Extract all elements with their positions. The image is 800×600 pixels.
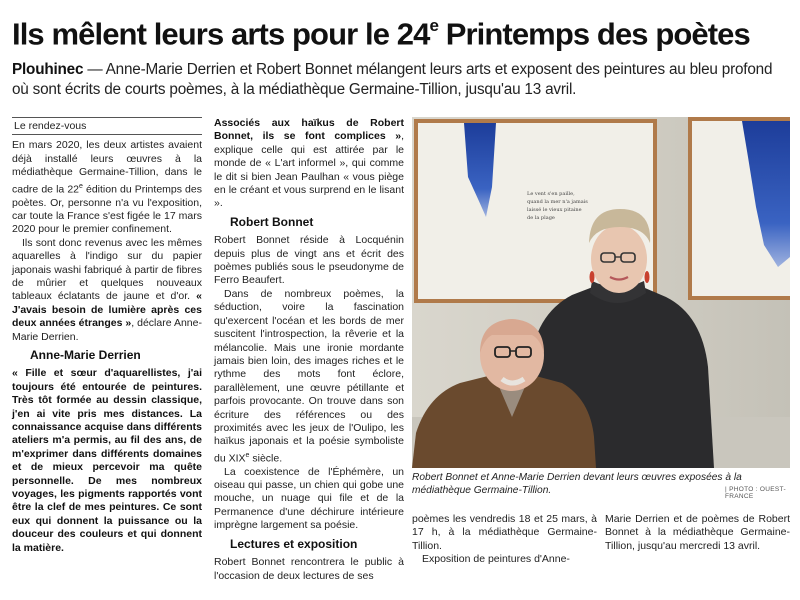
col3-paragraph-2: Exposition de peintures d'Anne- xyxy=(422,553,570,566)
photo-caption: Robert Bonnet et Anne-Marie Derrien devant leurs œuvres exposées à la médiathèque Germaine-Tillion. xyxy=(412,472,742,496)
article-column-3 xyxy=(412,513,597,567)
col1-p1-sup: e xyxy=(79,182,83,190)
col2-paragraph-2: Robert Bonnet réside à Locquénin depuis plus de vingt ans et écrit des poèmes publiés sous le pseudonyme de Ferro Beaufert. xyxy=(214,234,404,287)
photo-illustration xyxy=(412,117,790,468)
col2-p3-text: Dans de nombreux poèmes, la séduction, voire la fascination qu'exercent l'océan et les bords de mer suscitent l'introspection, la rêverie et la mélancolie. Mais une ironie mordante jamais bien loin, des images riches et le rythme des mots font éclore, parallèlement, une œuvre pétillante et parfois provocante. On trouve dans son écriture des références ou des proximités avec les jeux de l'Oulipo, les haïkus japonais et la poésie symboliste du XIX xyxy=(214,287,404,465)
headline xyxy=(12,8,792,54)
subhead-robert-bonnet: Robert Bonnet xyxy=(230,214,314,229)
col2-p3-sup: e xyxy=(245,451,250,459)
lead-paragraph xyxy=(12,60,792,100)
col1-p2-text-b: , déclare Anne-Marie Derrien. xyxy=(12,317,202,343)
lead-text: Anne-Marie Derrien et Robert Bonnet mélangent leurs arts et exposent des peintures au bleu profond où sont écrits de courts poèmes, à la médiathèque Germaine-Tillion, jusqu'au 13 avril. xyxy=(12,61,773,98)
article-photo xyxy=(412,117,790,468)
artwork-frame-right xyxy=(688,117,790,300)
headline-rest: Printemps des poètes xyxy=(438,16,750,52)
col3-paragraph-1: poèmes les vendredis 18 et 25 mars, à 17 h, à la médiathèque Germaine-Tillion. xyxy=(412,513,597,552)
svg-text:quand la mer n'a jamais: quand la mer n'a jamais xyxy=(527,199,588,205)
col2-paragraph-5: Robert Bonnet rencontrera le public à l'occasion de deux lectures de ses xyxy=(214,556,404,582)
col1-p1-text-b: édition du Printemps des poètes. Or, personne n'a vu l'exposition, car toute la France s'est figée le 17 mars 2020 pour le premier confinement. xyxy=(12,183,202,236)
col4-paragraph-1: Marie Derrien et de poèmes de Robert Bonnet à la médiathèque Germaine-Tillion, jusqu'au mercredi 13 avril. xyxy=(605,513,790,552)
col2-p1-text: , explique celle qui est attirée par le monde de « L'art informel », qui comme le dit si bien Jean Paulhan « vous piège en le créant et vous surprend en le lisant ». xyxy=(214,130,404,210)
lead-dash: — xyxy=(83,61,106,78)
subhead-anne-marie: Anne-Marie Derrien xyxy=(30,348,141,362)
svg-text:de la plage: de la plage xyxy=(527,215,555,221)
col1-paragraph-3 xyxy=(12,367,202,555)
svg-text:laissé le vieux pitaine: laissé le vieux pitaine xyxy=(527,207,582,213)
headline-main: Ils mêlent leurs arts pour le 24 xyxy=(12,16,430,52)
col1-p2-quote: « J'avais besoin de lumière après ces deux années étranges » xyxy=(12,290,202,330)
col1-p1-text: En mars 2020, les deux artistes avaient déjà installé leurs œuvres à la médiathèque Germaine-Tillion, dans le cadre de la 22 xyxy=(12,139,202,196)
article-column-1 xyxy=(12,117,202,555)
photo-credit: | PHOTO : OUEST-FRANCE xyxy=(725,486,786,500)
col2-paragraph-3 xyxy=(214,288,404,466)
col2-paragraph-1 xyxy=(214,117,404,211)
article-column-4 xyxy=(605,513,790,553)
lead-place: Plouhinec xyxy=(12,61,84,78)
headline-superscript: e xyxy=(429,16,438,35)
col1-paragraph-2 xyxy=(12,237,202,344)
artwork-poem-text: Le vent s'en paille, xyxy=(527,191,575,197)
article-column-2 xyxy=(214,117,404,583)
col1-paragraph-1 xyxy=(12,139,202,236)
col2-paragraph-4: La coexistence de l'Éphémère, un oiseau qui passe, un chien qui gobe une mouche, un nuage qui file et de la Permanence d'une déchirure intérieure imprègne largement sa poésie. xyxy=(214,465,404,532)
col1-p2-text: Ils sont donc revenus avec les mêmes aquarelles à l'indigo sur du papier japonais washi fabriqué à partir de fibres de mûrier et quelques nouveaux tableaux éclatants de jaune et d'or. xyxy=(12,236,202,303)
col1-p3-quote: « Fille et sœur d'aquarellistes, j'ai toujours été entourée de peintures. Très tôt formée au dessin classique, j'en ai vite pris mes distances. La connaissance acquise dans différents ateliers m'a permis, au fil des ans, de m'exprimer dans différents domaines et de mieux percevoir ma quête personnelle. De mes nombreux voyages, les pigments rapportés vont être la clef de mes peintures. Ce sont eux qui donnent la puissance ou la douceur des couleurs et qui donnent la matière. xyxy=(12,367,202,554)
col2-p1-quote: Associés aux haïkus de Robert Bonnet, ils se font complices » xyxy=(214,117,404,143)
subhead-lectures: Lectures et exposition xyxy=(230,536,358,551)
rubric-label: Le rendez-vous xyxy=(12,117,202,135)
col2-p3-text-b: siècle. xyxy=(249,452,283,465)
